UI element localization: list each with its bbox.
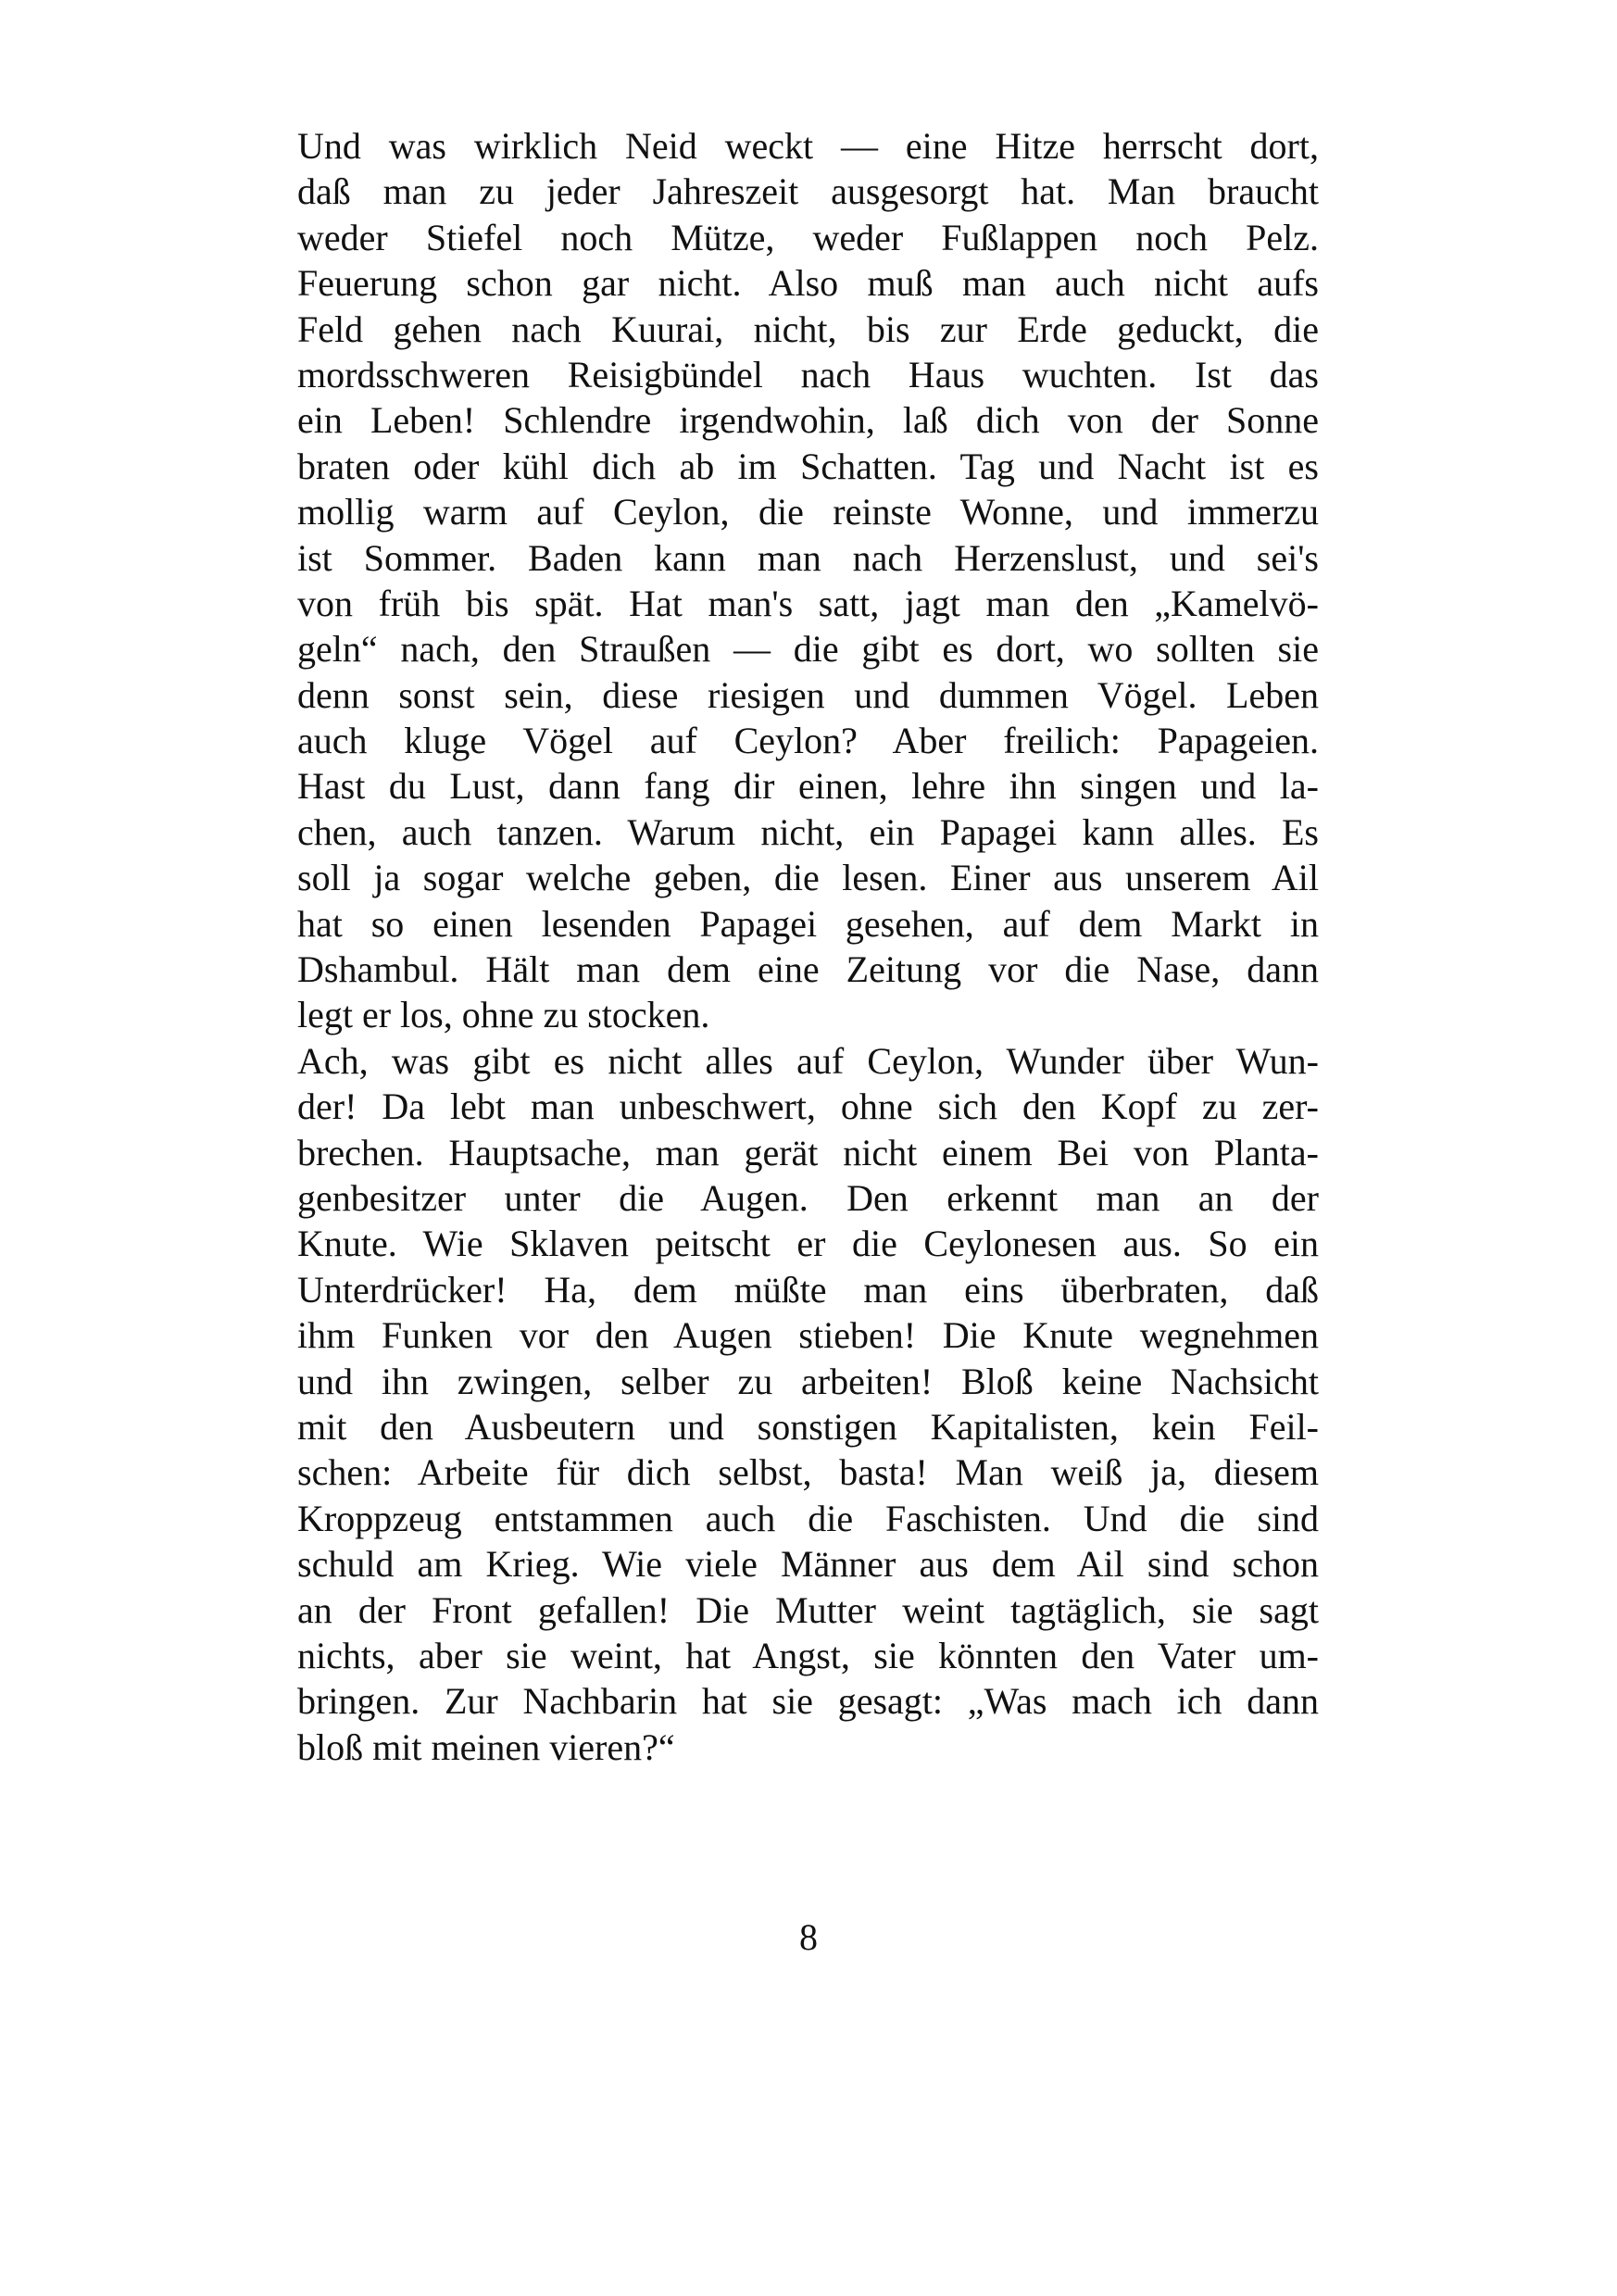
text-line: weder Stiefel noch Mütze, weder Fußlappen noch Pelz. [297,216,1319,258]
text-line: Unterdrücker! Ha, dem müßte man eins überbraten, daß [297,1268,1319,1311]
text-line: bringen. Zur Nachbarin hat sie gesagt: „Was mach ich dann [297,1680,1319,1723]
page-number: 8 [799,1916,818,1958]
text-line: genbesitzer unter die Augen. Den erkennt man an der [297,1176,1319,1219]
text-line: schen: Arbeite für dich selbst, basta! Man weiß ja, diesem [297,1451,1319,1494]
text-line: ist Sommer. Baden kann man nach Herzenslust, und sei's [297,536,1319,579]
text-line: schuld am Krieg. Wie viele Männer aus dem Ail sind schon [297,1543,1319,1586]
text-line: Ach, was gibt es nicht alles auf Ceylon, Wunder über Wun- [297,1039,1319,1082]
text-line: bloß mit meinen vieren?“ [297,1725,675,1768]
text-line: auch kluge Vögel auf Ceylon? Aber freilich: Papageien. [297,720,1319,762]
text-line: legt er los, ohne zu stocken. [297,994,710,1036]
text-line: Feld gehen nach Kuurai, nicht, bis zur Erde geduckt, die [297,307,1319,350]
text-line: Kroppzeug entstammen auch die Faschisten. Und die sind [297,1497,1319,1539]
text-line: braten oder kühl dich ab im Schatten. Tag und Nacht ist es [297,445,1319,487]
text-line: Feuerung schon gar nicht. Also muß man auch nicht aufs [297,262,1319,305]
text-line: nichts, aber sie weint, hat Angst, sie könnten den Vater um- [297,1634,1319,1676]
text-line: Dshambul. Hält man dem eine Zeitung vor die Nase, dann [297,948,1319,991]
text-line: von früh bis spät. Hat man's satt, jagt man den „Kamelvö- [297,582,1319,624]
text-line: der! Da lebt man unbeschwert, ohne sich den Kopf zu zer- [297,1085,1319,1128]
text-line: Knute. Wie Sklaven peitscht er die Ceylonesen aus. So ein [297,1223,1319,1265]
paragraph [297,123,1319,1038]
text-line: und ihn zwingen, selber zu arbeiten! Bloß keine Nachsicht [297,1360,1319,1402]
text-line: Hast du Lust, dann fang dir einen, lehre ihn singen und la- [297,765,1319,808]
text-line: ein Leben! Schlendre irgendwohin, laß dich von der Sonne [297,399,1319,442]
text-line: hat so einen lesenden Papagei gesehen, auf dem Markt in [297,902,1319,945]
body-text [297,123,1319,1770]
text-line: Und was wirklich Neid weckt — eine Hitze herrscht dort, [297,125,1319,167]
text-line: mit den Ausbeutern und sonstigen Kapitalisten, kein Feil- [297,1405,1319,1448]
text-line: daß man zu jeder Jahreszeit ausgesorgt hat. Man braucht [297,170,1319,213]
text-line: soll ja sogar welche geben, die lesen. Einer aus unserem Ail [297,857,1319,899]
text-line: ihm Funken vor den Augen stieben! Die Knute wegnehmen [297,1314,1319,1357]
paragraph [297,1038,1319,1770]
text-line: denn sonst sein, diese riesigen und dummen Vögel. Leben [297,673,1319,716]
text-line: mollig warm auf Ceylon, die reinste Wonne, und immerzu [297,491,1319,533]
text-line: an der Front gefallen! Die Mutter weint tagtäglich, sie sagt [297,1588,1319,1631]
text-line: mordsschweren Reisigbündel nach Haus wuchten. Ist das [297,353,1319,395]
text-line: brechen. Hauptsache, man gerät nicht einem Bei von Planta- [297,1131,1319,1173]
text-line: chen, auch tanzen. Warum nicht, ein Papagei kann alles. Es [297,810,1319,853]
text-line: geln“ nach, den Straußen — die gibt es dort, wo sollten sie [297,628,1319,671]
